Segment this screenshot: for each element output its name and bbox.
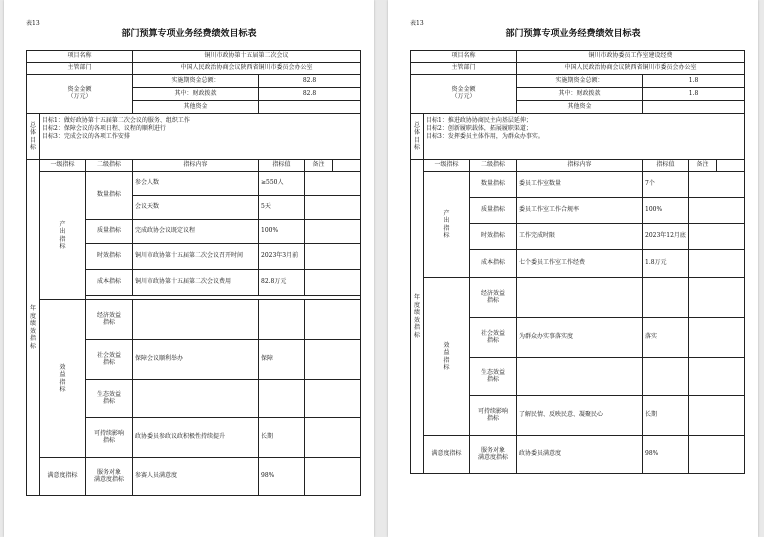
document-page-left [4,0,374,537]
other-funds-value [259,101,361,114]
output-indicator-label: 产 出 指 标 [40,172,86,300]
level2-cell: 服务对象 满意度指标 [470,436,517,474]
content-cell: 完成政协会议既定议程 [133,220,259,244]
value-cell [259,380,305,418]
benefit-indicator-label: 效 益 指 标 [40,300,86,458]
note-cell [305,244,361,270]
level2-cell: 数量指标 [86,172,133,220]
content-cell [133,380,259,418]
department-value: 中国人民政治协商会议陕西省铜川市委员会办公室 [517,63,745,75]
note-cell [689,318,745,358]
level2-cell: 生态效益 指标 [86,380,133,418]
total-funds-label: 实施期资金总额： [517,75,643,88]
col-value-header: 指标值 [259,160,305,172]
funding-label: 资金金额 （万元） [27,75,133,114]
empty-cell [717,160,745,172]
goal-line: 目标1：做好政协第十五届第二次会议的服务、组织工作 [42,117,190,124]
project-name-label: 项目名称 [411,51,517,63]
performance-table [26,50,361,496]
level2-cell: 经济效益 指标 [86,300,133,340]
satisfaction-label: 满意度指标 [40,458,86,496]
value-cell: 长期 [259,418,305,458]
goal-line: 目标2：保障会议的各项日程、议程的顺利进行 [42,125,166,133]
table-number: 表13 [410,20,424,27]
note-cell [305,380,361,418]
project-name-value: 铜川市政协委员工作室建设经费 [517,51,745,63]
department-value: 中国人民政治协商会议陕西省铜川市委员会办公室 [133,63,361,75]
fiscal-label: 其中：财政拨款 [133,88,259,101]
content-cell: 参赛人员满意度 [133,458,259,496]
col-level2-header: 二级指标 [86,160,133,172]
level2-cell: 质量指标 [86,220,133,244]
value-cell: ≥550人 [259,172,305,196]
goal-line: 目标3：完成会议的各项工作安排 [42,133,130,141]
department-label: 主管部门 [27,63,133,75]
level2-cell: 社会效益 指标 [86,340,133,380]
total-funds-label: 实施期资金总额： [133,75,259,88]
content-cell: 参会人数 [133,172,259,196]
annual-indicator-label: 年 度 绩 效 指 标 [411,160,424,474]
level2-cell: 可持续影响 指标 [86,418,133,458]
project-name-value: 铜川市政协第十五届第二次会议 [133,51,361,63]
level2-cell: 成本指标 [86,270,133,296]
table-row [411,436,745,474]
value-cell: 1.8万元 [643,250,689,278]
col-level1-header: 一级指标 [424,160,470,172]
table-row [27,172,361,196]
col-value-header: 指标值 [643,160,689,172]
table-row [27,300,361,340]
fiscal-value: 82.8 [259,88,361,101]
note-cell [689,224,745,250]
value-cell: 2023年3月前 [259,244,305,270]
goal-line: 目标1：推进政协协商民主向基层延伸； [426,117,532,124]
goal-line: 目标2：创新履职载体，拓展履职渠道； [426,125,532,133]
note-cell [305,196,361,220]
total-funds-value: 82.8 [259,75,361,88]
project-name-label: 项目名称 [27,51,133,63]
content-cell: 七个委员工作室工作经费 [517,250,643,278]
value-cell: 98% [643,436,689,474]
value-cell: 100% [259,220,305,244]
content-cell [517,278,643,318]
content-cell: 工作完成时限 [517,224,643,250]
level2-cell: 生态效益 指标 [470,358,517,396]
document-page-right [388,0,758,537]
total-funds-value: 1.8 [643,75,745,88]
note-cell [689,172,745,198]
table-row [411,278,745,318]
level2-cell: 经济效益 指标 [470,278,517,318]
content-cell: 政协委员参政议政积极性持续提升 [133,418,259,458]
content-cell: 委员工作室工作合规率 [517,198,643,224]
note-cell [305,458,361,496]
content-cell [517,358,643,396]
content-cell: 铜川市政协第十五届第二次会议费用 [133,270,259,296]
performance-table [410,50,745,474]
col-level1-header: 一级指标 [40,160,86,172]
other-funds-label: 其他资金 [133,101,259,114]
note-cell [689,436,745,474]
satisfaction-label: 满意度指标 [424,436,470,474]
value-cell: 98% [259,458,305,496]
overall-goals [40,114,361,160]
fiscal-label: 其中：财政拨款 [517,88,643,101]
value-cell [643,358,689,396]
annual-indicator-label: 年 度 绩 效 指 标 [27,160,40,496]
content-cell: 了解民情、反映民意、凝聚民心 [517,396,643,436]
value-cell: 长期 [643,396,689,436]
value-cell: 7个 [643,172,689,198]
page-title: 部门预算专项业务经费绩效目标表 [121,29,257,39]
overall-goals-label: 总 体 目 标 [27,114,40,160]
level2-cell: 数量指标 [470,172,517,198]
benefit-indicator-label: 效 益 指 标 [424,278,470,436]
other-funds-label: 其他资金 [517,101,643,114]
level2-cell: 质量指标 [470,198,517,224]
note-cell [305,172,361,196]
note-cell [305,418,361,458]
value-cell: 5天 [259,196,305,220]
col-content-header: 指标内容 [133,160,259,172]
content-cell: 铜川市政协第十五届第二次会议召开时间 [133,244,259,270]
note-cell [689,198,745,224]
funding-label: 资金金额 （万元） [411,75,517,114]
note-cell [305,220,361,244]
value-cell: 保障 [259,340,305,380]
col-note-header: 备注 [689,160,717,172]
table-row [411,172,745,198]
col-note-header: 备注 [305,160,333,172]
value-cell: 82.8万元 [259,270,305,296]
value-cell: 100% [643,198,689,224]
page-title: 部门预算专项业务经费绩效目标表 [505,29,641,39]
level2-cell: 社会效益 指标 [470,318,517,358]
content-cell: 委员工作室数量 [517,172,643,198]
other-funds-value [643,101,745,114]
table-number: 表13 [26,20,40,27]
overall-goals [424,114,745,160]
overall-goals-label: 总 体 目 标 [411,114,424,160]
goal-line: 目标3：发挥委员主体作用，为群众办事实。 [426,133,544,141]
note-cell [305,270,361,296]
content-cell: 保障会议顺利举办 [133,340,259,380]
content-cell: 政协委员满意度 [517,436,643,474]
level2-cell: 成本指标 [470,250,517,278]
content-cell [133,300,259,340]
table-row [27,458,361,496]
value-cell [259,300,305,340]
fiscal-value: 1.8 [643,88,745,101]
col-level2-header: 二级指标 [470,160,517,172]
level2-cell: 服务对象 满意度指标 [86,458,133,496]
note-cell [305,300,361,340]
value-cell: 落实 [643,318,689,358]
value-cell [643,278,689,318]
note-cell [689,396,745,436]
note-cell [305,340,361,380]
content-cell: 会议天数 [133,196,259,220]
value-cell: 2023年12月底 [643,224,689,250]
content-cell: 为群众办实事落实度 [517,318,643,358]
note-cell [689,278,745,318]
level2-cell: 时效指标 [86,244,133,270]
col-content-header: 指标内容 [517,160,643,172]
note-cell [689,358,745,396]
level2-cell: 时效指标 [470,224,517,250]
note-cell [689,250,745,278]
output-indicator-label: 产 出 指 标 [424,172,470,278]
level2-cell: 可持续影响 指标 [470,396,517,436]
empty-cell [333,160,361,172]
department-label: 主管部门 [411,63,517,75]
